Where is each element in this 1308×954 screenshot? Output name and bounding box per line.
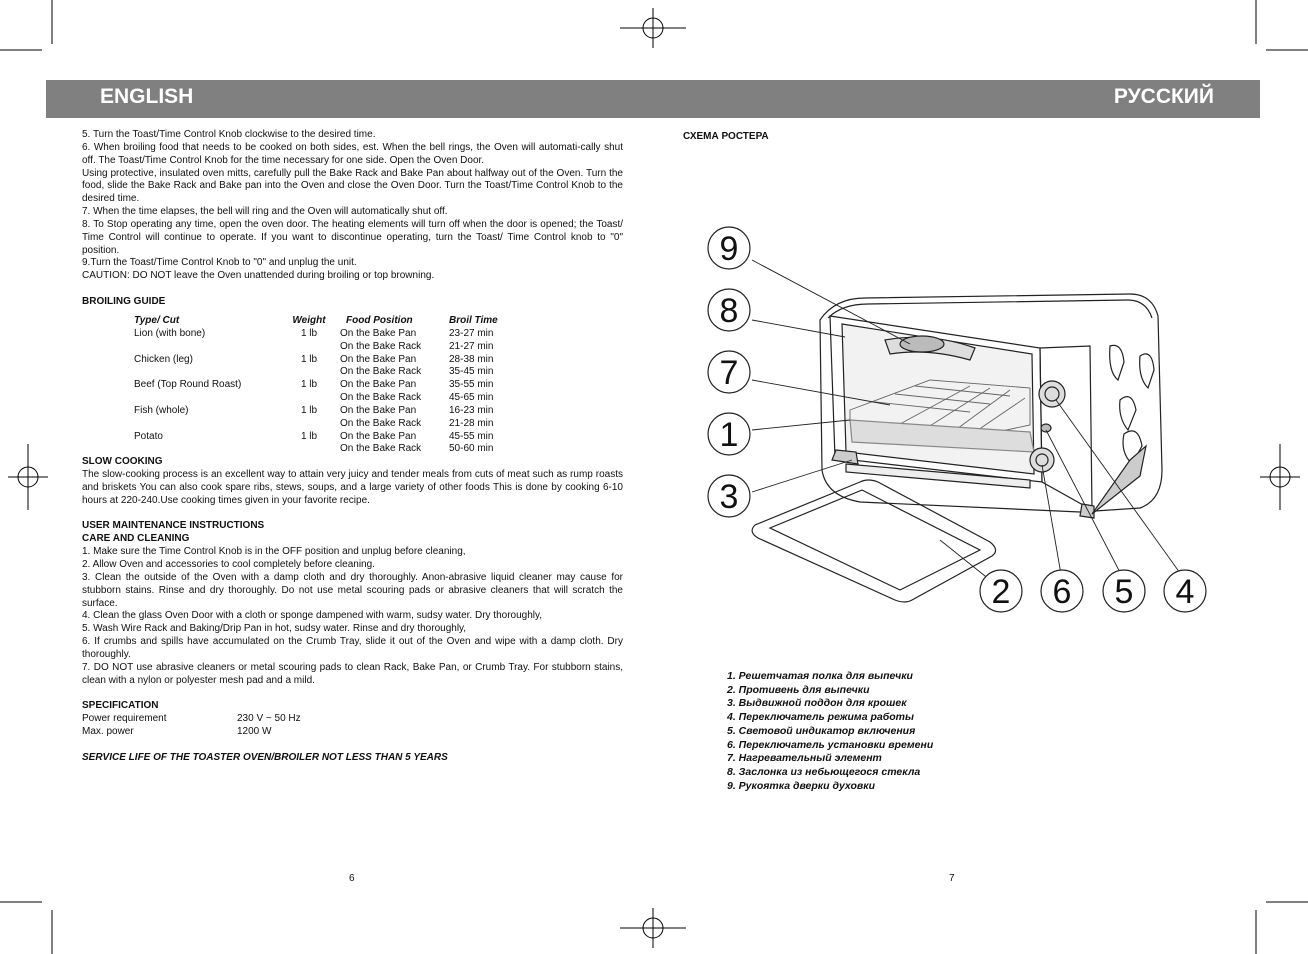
table-row (134, 431, 509, 444)
maintenance-item: 4. Clean the glass Oven Door with a cloth or sponge dampened with warm, sudsy water. Dry thoroughly, (82, 610, 543, 622)
legend-item: 6. Переключатель установки времени (727, 738, 934, 751)
spec-label: Power requirement (82, 713, 167, 725)
maintenance-item: 1. Make sure the Time Control Knob is in the OFF position and unplug before cleaning, (82, 546, 466, 558)
cell: 1 lb (300, 379, 318, 391)
maintenance-item: 5. Wash Wire Rack and Baking/Drip Pan in hot, sudsy water. Rinse and dry thoroughly, (82, 623, 467, 635)
cell: On the Bake Rack (340, 443, 422, 455)
cell: Lion (with bone) (134, 327, 206, 339)
spec-value: 230 V ~ 50 Hz (237, 713, 301, 725)
cell: 35-55 min (449, 379, 494, 391)
handle-oval (900, 336, 944, 352)
cell: On the Bake Rack (340, 392, 422, 404)
cell: 1 lb (300, 353, 318, 365)
spec-label: Max. power (82, 725, 134, 737)
specification-table (82, 713, 301, 739)
cell (278, 392, 340, 405)
diagram-title: СХЕМА РОСТЕРА (683, 131, 769, 142)
cell: On the Bake Rack (340, 417, 422, 429)
table-row (134, 328, 509, 341)
maintenance-item: 2. Allow Oven and accessories to cool completely before cleaning. (82, 559, 375, 570)
maintenance-item: 3. Clean the outside of the Oven with a damp cloth and dry thoroughly. Anon-abrasive liquid cleaner may cause for stubborn stains. Rinse and dry thoroughly. Do not use metal scouring pads or abrasive cleaners that will scratch the surface. (82, 571, 623, 609)
cell: On the Bake Pan (340, 353, 417, 365)
specification-title: SPECIFICATION (82, 700, 159, 712)
broiling-guide-table (134, 315, 509, 456)
cell: Fish (whole) (134, 404, 189, 416)
legend-item: 5. Световой индикатор включения (727, 724, 916, 737)
cell (278, 341, 340, 354)
instruction-step: 8. To Stop operating any time, open the oven door. The heating elements will turn off when the door is opened; the Toast/ Time Control will continue to operate. If you want to discontinue operating, turn the Toast/ Time Control knob to "0" position. (82, 218, 623, 256)
service-life-note: SERVICE LIFE OF THE TOASTER OVEN/BROILER NOT LESS THAN 5 YEARS (82, 751, 448, 763)
oven-foot (1080, 504, 1094, 518)
cell: 1 lb (300, 430, 318, 442)
page-number-right: 7 (949, 873, 955, 884)
cell: 1 lb (300, 404, 318, 416)
table-row (82, 713, 301, 726)
cell: 28-38 min (449, 353, 494, 365)
table-row (82, 726, 301, 739)
timer-knob (1030, 448, 1054, 472)
table-row (134, 443, 509, 456)
cell: 45-55 min (449, 430, 494, 442)
english-column (82, 129, 623, 765)
instruction-step: 6. When broiling food that needs to be cooked on both sides, est. When the bell rings, the Oven will automati-cally shut off. The Toast/Time Control Knob for the time necessary for one side. Open the Oven Door. (82, 141, 623, 166)
callout-label: 4 (1175, 573, 1195, 611)
cell: 50-60 min (449, 443, 494, 455)
table-row (134, 354, 509, 367)
table-row (134, 341, 509, 354)
maintenance-item: 7. DO NOT use abrasive cleaners or metal scouring pads to clean Rack, Bake Pan, or Crumb Tray. For stubborn stains, clean with a nylon or polyester mesh pad and a mild. (82, 661, 623, 686)
cell (134, 443, 278, 456)
callout-label: 9 (719, 230, 739, 268)
cell: On the Bake Pan (340, 327, 417, 339)
instruction-step: 9.Turn the Toast/Time Control Knob to "0" and unplug the unit. (82, 257, 357, 269)
slow-cooking-title: SLOW COOKING (82, 456, 163, 468)
cell (134, 366, 278, 379)
russian-title: РУССКИЙ (1113, 85, 1214, 108)
table-row (134, 392, 509, 405)
callout-label: 7 (719, 354, 739, 392)
column-header: Broil Time (449, 314, 498, 326)
callout-label: 2 (991, 573, 1011, 611)
instruction-step: 5. Turn the Toast/Time Control Knob clockwise to the desired time. (82, 129, 376, 140)
cell (278, 366, 340, 379)
cell: 21-28 min (449, 417, 494, 429)
column-header: Food Position (346, 314, 413, 326)
legend-item: 9. Рукоятка дверки духовки (727, 779, 875, 792)
callout-label: 6 (1052, 573, 1072, 611)
callout-label: 1 (719, 416, 739, 454)
cell: 35-45 min (449, 366, 494, 378)
callout-label: 5 (1114, 573, 1134, 611)
page-number-left: 6 (349, 873, 355, 884)
cell: 45-65 min (449, 392, 494, 404)
cell: Potato (134, 430, 163, 442)
side-vents (1110, 345, 1154, 464)
column-header: Type/ Cut (134, 314, 180, 326)
instruction-step: 7. When the time elapses, the bell will ring and the Oven will automatically shut off. (82, 206, 448, 218)
legend-item: 3. Выдвижной поддон для крошек (727, 697, 907, 710)
cell: 1 lb (300, 327, 318, 339)
table-row (134, 405, 509, 418)
callout-label: 3 (719, 478, 739, 516)
instruction-step: Using protective, insulated oven mitts, carefully pull the Bake Rack and Bake Pan about halfway out of the Oven. Turn the food, slide the Bake Rack and Bake pan into the Oven and close the Oven Door. Turn the Toast/Time Control Knob to the desired time. (82, 167, 623, 205)
cell: On the Bake Rack (340, 340, 422, 352)
cell (134, 341, 278, 354)
legend-item: 4. Переключатель режима работы (727, 711, 914, 724)
care-cleaning-subtitle: CARE AND CLEANING (82, 533, 190, 545)
maintenance-item: 6. If crumbs and spills have accumulated on the Crumb Tray, slide it out of the Oven and wipe with a damp cloth. Dry thoroughly. (82, 636, 623, 660)
cell: Beef (Top Round Roast) (134, 379, 242, 391)
table-row (134, 379, 509, 392)
table-row (134, 366, 509, 379)
oven-top-edge (828, 300, 1152, 318)
cell (134, 418, 278, 431)
table-header-row (134, 315, 509, 328)
cell: On the Bake Pan (340, 404, 417, 416)
parts-legend (727, 670, 933, 793)
english-title: ENGLISH (100, 85, 194, 108)
cell (278, 418, 340, 431)
spec-value: 1200 W (237, 725, 272, 737)
slow-cooking-text: The slow-cooking process is an excellent way to attain very juicy and tender meals from cuts of meat such as rump roasts and briskets You can also cook spare ribs, stews, soups, and a large variety of other foods This is done by cooking 6-10 hours at 220-240.Use cooking times given in your favorite recipe. (82, 469, 623, 506)
broiling-guide-title: BROILING GUIDE (82, 295, 166, 307)
language-header-bar (46, 80, 1260, 118)
cell: On the Bake Pan (340, 379, 417, 391)
legend-item: 2. Противень для выпечки (727, 683, 870, 696)
cell: 16-23 min (449, 404, 494, 416)
cell: Chicken (leg) (134, 353, 193, 365)
legend-item: 8. Заслонка из небьющегося стекла (727, 765, 921, 778)
cell: On the Bake Pan (340, 430, 417, 442)
column-header: Weight (292, 314, 326, 326)
table-row (134, 418, 509, 431)
bake-pan (752, 480, 995, 602)
legend-item: 1. Решетчатая полка для выпечки (727, 670, 913, 682)
caution-note: CAUTION: DO NOT leave the Oven unattended during broiling or top browning. (82, 270, 435, 282)
cell (134, 392, 278, 405)
cell: On the Bake Rack (340, 366, 422, 378)
cell (278, 443, 340, 456)
toaster-oven-diagram (700, 220, 1220, 620)
cell: 21-27 min (449, 340, 494, 352)
legend-item: 7. Нагревательный элемент (727, 752, 882, 765)
callout-label: 8 (719, 292, 739, 330)
mode-knob (1039, 381, 1065, 407)
oven-foot (1092, 446, 1146, 514)
maintenance-title: USER MAINTENANCE INSTRUCTIONS (82, 520, 265, 532)
cell: 23-27 min (449, 327, 494, 339)
